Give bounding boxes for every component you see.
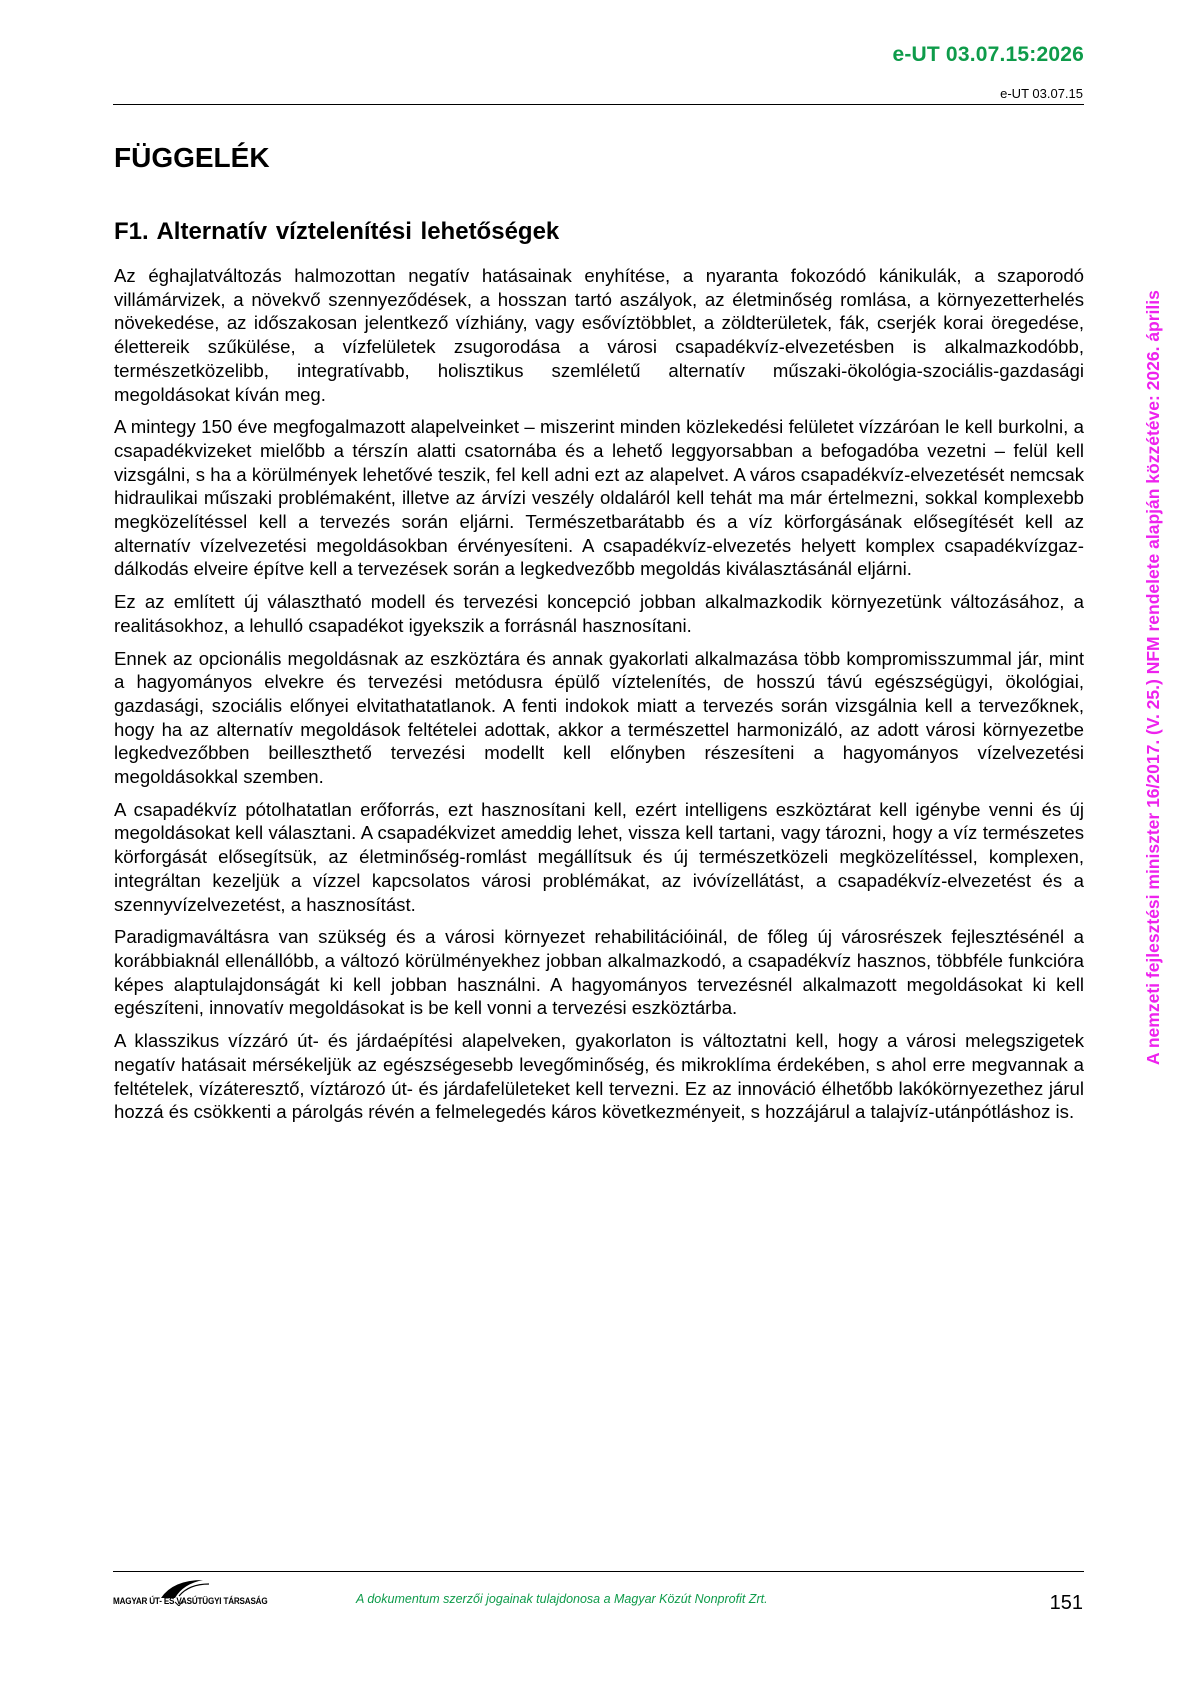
footer-divider [113, 1571, 1084, 1572]
paragraph: A klasszikus vízzáró út- és járdaépítési alapelveken, gyakorlaton is változtatni kell, hogy a városi melegszigetek negatív hatásait mérsékeljük az egészségesebb levegőminőség, és mikroklíma érdekében, s ahol erre megvannak a feltételek, vízáteresztő, víztározó út- és járdafelületeket kell tervezni. Ez az innováció élhetőbb lakókörnyezethez járul hozzá és csökkenti a párolgás révén a felmelegedés káros következményeit, s hozzájárul a talajvíz-utánpótláshoz is. [114, 1030, 1084, 1123]
header-divider [113, 104, 1084, 105]
standard-code-short: e-UT 03.07.15 [1000, 86, 1083, 101]
section-title: F1. Alternatív víztelenítési lehetőségek [114, 218, 560, 245]
logo-text: MAGYAR ÚT- ÉS VASÚTÜGYI TÁRSASÁG [113, 1596, 268, 1606]
copyright-notice: A dokumentum szerzői jogainak tulajdonosa a Magyar Közút Nonprofit Zrt. [356, 1592, 768, 1606]
page-number: 151 [1049, 1592, 1083, 1614]
document-body [114, 264, 1084, 1133]
society-logo [113, 1578, 303, 1618]
standard-code: e-UT 03.07.15:2026 [892, 43, 1084, 66]
paragraph: A mintegy 150 éve megfogalmazott alapelveinket – miszerint minden közlekedési felületet vízzáróan le kell burkolni, a csapadékvizeket mielőbb a térszín alatti csatornába és a lehető leggyorsabban a befogadóba vezetni – felül kell vizsgálni, s ha a körülmények lehetővé teszik, fel kell adni ezt az alapelvet. A város csapadékvíz-elvezetését nemcsak hidraulikai műszaki problémaként, illetve az árvízi veszély oldaláról kell tehát ma már értelmezni, sokkal komplexebb megközelítéssel kell a tervezés során eljárni. Természetbarátabb és a víz körforgásának elősegítését kell az alternatív vízelvezetési megoldásokban érvényesíteni. A csapadékvíz-elvezetés helyett komplex csapadékvízgazdálkodás elveire építve kell a tervezések során a legkedvezőbb megoldás kiválasztásánál eljárni. [114, 416, 1084, 580]
paragraph: Ez az említett új választható modell és tervezési koncepció jobban alkalmazkodik környezetünk változásához, a realitásokhoz, a lehulló csapadékot igyekszik a forrásnál hasznosítani. [114, 591, 1084, 636]
publication-side-note: A nemzeti fejlesztési miniszter 16/2017. (V. 25.) NFM rendelete alapján közzétéve: 2026. április [1143, 290, 1163, 1065]
paragraph: Ennek az opcionális megoldásnak az eszköztára és annak gyakorlati alkalmazása több kompromisszummal jár, mint a hagyományos elvekre és tervezési metódusra épülő víztelenítés, de hosszú távú egészségügyi, ökológiai, gazdasági, szociális előnyei elvitathatatlanok. A fenti indokok miatt a tervezés során vizsgálnia kell a tervezőknek, hogy ha az alternatív megoldások feltételei adottak, akkor a természettel harmonizáló, az adott városi környezetbe legkedvezőbben beilleszthető tervezési modellt kell előnyben részesíteni a hagyományos vízelvezetési megoldásokkal szemben. [114, 647, 1084, 788]
paragraph: A csapadékvíz pótolhatatlan erőforrás, ezt hasznosítani kell, ezért intelligens eszköztárat kell igénybe venni és új megoldásokat kell választani. A csapadékvizet ameddig lehet, vissza kell tartani, vagy tározni, hogy a víz természetes körforgását elősegítsük, az életminőség-romlást megállítsuk és új természetközeli megközelítéssel, komplexen, integráltan kezeljük a vízzel kapcsolatos városi problémákat, az ivóvízellátást, a csapadékvíz-elvezetést és a szennyvízelvezetést, a hasznosítást. [114, 798, 1084, 915]
paragraph: Az éghajlatváltozás halmozottan negatív hatásainak enyhítése, a nyaranta fokozódó kánikulák, a szaporodó villámárvizek, a növekvő szennyeződések, a hosszan tartó aszályok, az életminőség romlása, a környezetterhelés növekedése, az időszakosan jelentkező vízhiány, vagy esővíztöbblet, a zöldterületek, fák, cserjék korai öregedése, élettereik szűkülése, a vízfelületek zsugorodása a városi csapadékvíz-elvezetésben is alkalmazkodóbb, természetközelibb, integratívabb, holisztikus szemléletű alternatív műszaki-ökológia-szociális-gazdasági megoldásokat kíván meg. [114, 265, 1084, 405]
paragraph: Paradigmaváltásra van szükség és a városi környezet rehabilitációinál, de főleg új városrészek fejlesztésénél a korábbiaknál ellenállóbb, a változó körülményekhez jobban alkalmazkodó, a csapadékvíz hasznos, többféle funkcióra képes alaptulajdonságát ki kell jobban használni. A hagyományos tervezésnél alkalmazott megoldásokat ki kell egészíteni, innovatív megoldásokat is be kell vonni a tervezési eszköztárba. [114, 926, 1084, 1019]
appendix-title: FÜGGELÉK [114, 142, 270, 173]
